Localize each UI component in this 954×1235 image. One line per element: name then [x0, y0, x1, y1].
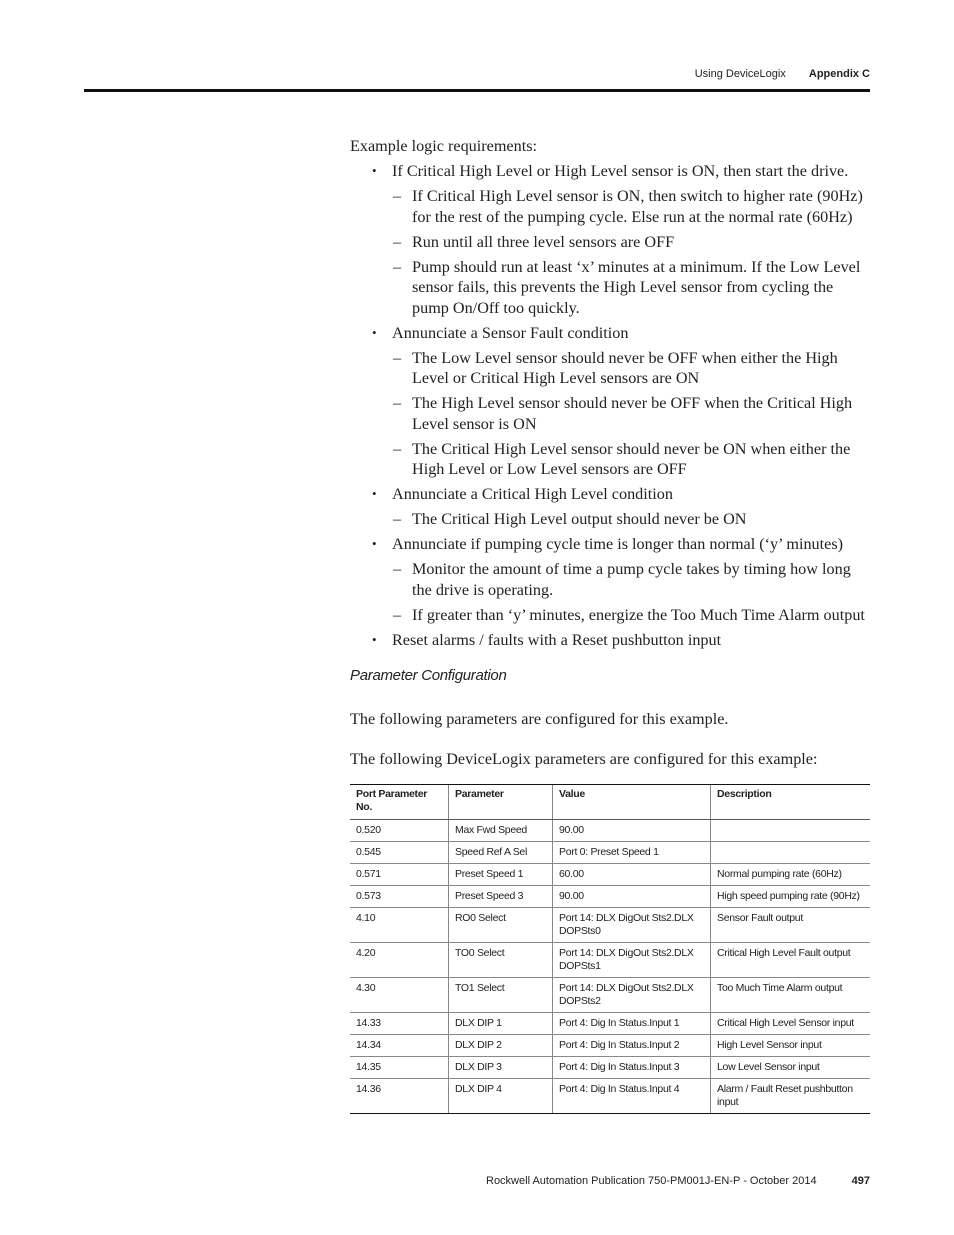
sub-item: – Run until all three level sensors are OFF	[350, 232, 872, 253]
paragraph: The following DeviceLogix parameters are configured for this example:	[350, 750, 818, 768]
table-row	[350, 1079, 870, 1114]
table-cell: 4.30	[350, 978, 449, 1013]
table-cell: 14.35	[350, 1057, 449, 1079]
table-cell: 14.33	[350, 1013, 449, 1035]
table-cell: Normal pumping rate (60Hz)	[711, 864, 871, 886]
sub-item: – If greater than ‘y’ minutes, energize the Too Much Time Alarm output	[350, 605, 872, 626]
table-cell: Max Fwd Speed	[449, 820, 553, 842]
table-cell	[711, 842, 871, 864]
column-header: Value	[553, 785, 711, 820]
table-cell: 4.10	[350, 908, 449, 943]
table-cell: RO0 Select	[449, 908, 553, 943]
parameter-table	[350, 784, 870, 1114]
table-cell: Port 0: Preset Speed 1	[553, 842, 711, 864]
column-header: Parameter	[449, 785, 553, 820]
table-cell: Sensor Fault output	[711, 908, 871, 943]
header-section-title: Using DeviceLogix	[694, 68, 786, 80]
table-cell: 90.00	[553, 886, 711, 908]
column-header: Port Parameter No.	[350, 785, 449, 820]
table-cell: DLX DIP 2	[449, 1035, 553, 1057]
sub-item: – The Low Level sensor should never be OFF when either the High Level or Critical High Level sensors are ON	[350, 348, 872, 389]
table-cell: 0.571	[350, 864, 449, 886]
table-cell: Port 4: Dig In Status.Input 1	[553, 1013, 711, 1035]
publication-info: Rockwell Automation Publication 750-PM001J-EN-P - October 2014	[486, 1175, 817, 1187]
table-row	[350, 1057, 870, 1079]
column-header: Description	[711, 785, 871, 820]
table-cell: 0.545	[350, 842, 449, 864]
table-cell	[711, 820, 871, 842]
table-cell: DLX DIP 4	[449, 1079, 553, 1114]
table-cell: Speed Ref A Sel	[449, 842, 553, 864]
table-cell: High speed pumping rate (90Hz)	[711, 886, 871, 908]
table-row	[350, 886, 870, 908]
table-cell: Low Level Sensor input	[711, 1057, 871, 1079]
table-cell: 90.00	[553, 820, 711, 842]
table-cell: Preset Speed 3	[449, 886, 553, 908]
table-row	[350, 943, 870, 978]
table-row	[350, 820, 870, 842]
bullet-item: • Annunciate a Critical High Level condition	[350, 484, 872, 505]
sub-item: – The Critical High Level sensor should never be ON when either the High Level or Low Level sensors are OFF	[350, 439, 872, 480]
table-cell: High Level Sensor input	[711, 1035, 871, 1057]
page-number: 497	[851, 1175, 870, 1187]
table-row	[350, 1035, 870, 1057]
table-cell: 4.20	[350, 943, 449, 978]
table-cell: 14.34	[350, 1035, 449, 1057]
table-cell: Too Much Time Alarm output	[711, 978, 871, 1013]
table-row	[350, 864, 870, 886]
table-cell: DLX DIP 1	[449, 1013, 553, 1035]
table-cell: TO1 Select	[449, 978, 553, 1013]
table-cell: 60.00	[553, 864, 711, 886]
running-header	[695, 68, 870, 80]
header-appendix-label: Appendix C	[808, 68, 870, 80]
table-cell: Port 4: Dig In Status.Input 3	[553, 1057, 711, 1079]
table-header-row	[350, 785, 870, 820]
intro-text: Example logic requirements:	[350, 137, 537, 155]
page-footer	[486, 1175, 870, 1187]
table-row	[350, 978, 870, 1013]
table-cell: Port 4: Dig In Status.Input 4	[553, 1079, 711, 1114]
sub-item: – Monitor the amount of time a pump cycle takes by timing how long the drive is operating.	[350, 559, 872, 600]
main-content	[350, 136, 872, 770]
section-heading: Parameter Configuration	[350, 667, 507, 684]
table-row	[350, 908, 870, 943]
bullet-item: • Reset alarms / faults with a Reset pushbutton input	[350, 630, 872, 651]
bullet-item: • Annunciate a Sensor Fault condition	[350, 323, 872, 344]
table-cell: Critical High Level Fault output	[711, 943, 871, 978]
table-cell: DLX DIP 3	[449, 1057, 553, 1079]
bullet-item: • If Critical High Level or High Level sensor is ON, then start the drive.	[350, 161, 872, 182]
sub-item: – If Critical High Level sensor is ON, then switch to higher rate (90Hz) for the rest of the pumping cycle. Else run at the normal rate (60Hz)	[350, 186, 872, 227]
table-cell: Alarm / Fault Reset pushbutton input	[711, 1079, 871, 1114]
sub-item: – Pump should run at least ‘x’ minutes at a minimum. If the Low Level sensor fails, this prevents the High Level sensor from cycling the pump On/Off too quickly.	[350, 257, 872, 319]
paragraph: The following parameters are configured for this example.	[350, 709, 729, 728]
table-cell: Critical High Level Sensor input	[711, 1013, 871, 1035]
table-cell: 0.520	[350, 820, 449, 842]
table-cell: Port 14: DLX DigOut Sts2.DLX DOPSts2	[553, 978, 711, 1013]
table-row	[350, 1013, 870, 1035]
table-cell: TO0 Select	[449, 943, 553, 978]
sub-item: – The Critical High Level output should never be ON	[350, 509, 872, 530]
table-cell: 14.36	[350, 1079, 449, 1114]
table-cell: Port 4: Dig In Status.Input 2	[553, 1035, 711, 1057]
header-rule	[84, 89, 870, 92]
table-cell: Port 14: DLX DigOut Sts2.DLX DOPSts0	[553, 908, 711, 943]
bullet-item: • Annunciate if pumping cycle time is longer than normal (‘y’ minutes)	[350, 534, 872, 555]
table-cell: Preset Speed 1	[449, 864, 553, 886]
table-cell: Port 14: DLX DigOut Sts2.DLX DOPSts1	[553, 943, 711, 978]
table-row	[350, 842, 870, 864]
table-cell: 0.573	[350, 886, 449, 908]
sub-item: – The High Level sensor should never be OFF when the Critical High Level sensor is ON	[350, 393, 872, 434]
